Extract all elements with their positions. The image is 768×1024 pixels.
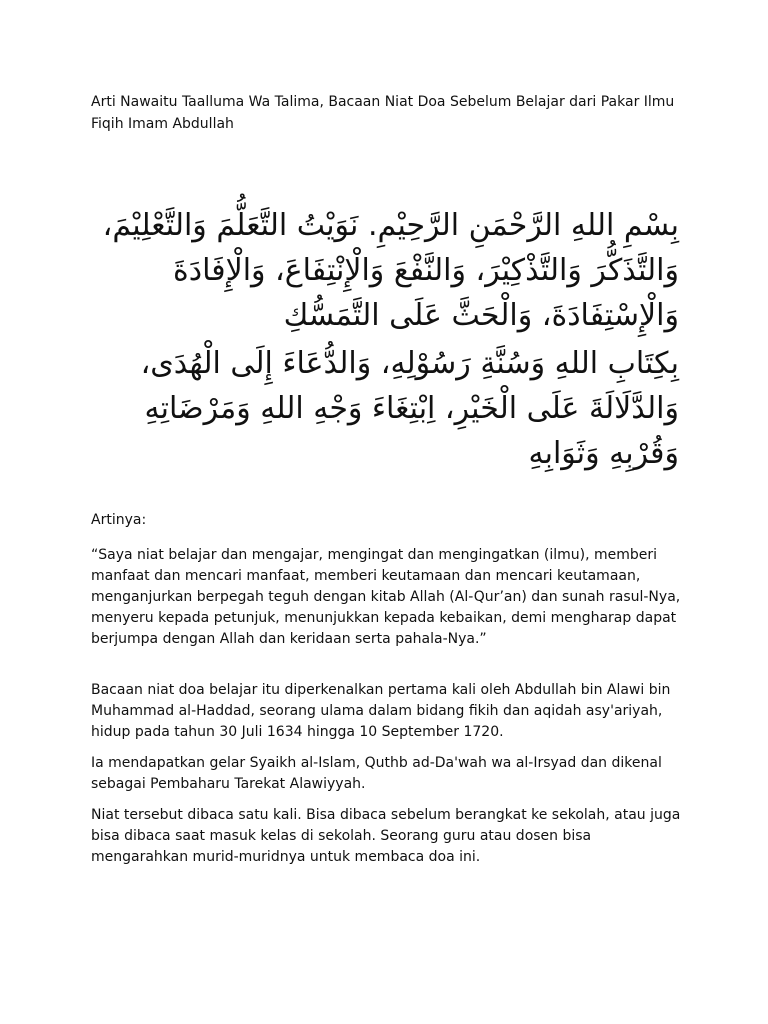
paragraph-history: Bacaan niat doa belajar itu diperkenalkan pertama kali oleh Abdullah bin Alawi bin Muhammad al-Haddad, seorang ulama dalam bidang fikih dan aqidah asy'ariyah, hidup pada tahun 30 Juli 1634 hingga 10 September 1720. xyxy=(91,682,671,740)
paragraph-usage: Niat tersebut dibaca satu kali. Bisa dibaca sebelum berangkat ke sekolah, atau juga bisa dibaca saat masuk kelas di sekolah. Seorang guru atau dosen bisa mengarahkan murid-muridnya untuk membaca doa ini. xyxy=(91,807,681,865)
paragraph-title: Ia mendapatkan gelar Syaikh al-Islam, Quthb ad-Da'wah wa al-Irsyad dan dikenal sebagai Pembaharu Tarekat Alawiyyah. xyxy=(91,755,662,792)
document-title: Arti Nawaitu Taalluma Wa Talima, Bacaan Niat Doa Sebelum Belajar dari Pakar Ilmu Fiqih Imam Abdullah xyxy=(91,94,675,132)
translation-label: Artinya: xyxy=(91,512,147,528)
document-page xyxy=(91,90,681,868)
arabic-prayer-text xyxy=(91,203,679,476)
translation-text: “Saya niat belajar dan mengajar, mengingat dan mengingatkan (ilmu), memberi manfaat dan mencari manfaat, memberi keutamaan dan mencari keutamaan, menganjurkan berpegah teguh dengan kitab Allah (Al-Qur’an) dan sunah rasul-Nya, menyeru kepada petunjuk, menunjukkan kepada kebaikan, demi mengharap dapat berjumpa dengan Allah dan keridaan serta pahala-Nya.” xyxy=(91,547,681,647)
arabic-paragraph-1: بِسْمِ اللهِ الرَّحْمَنِ الرَّحِيْمِ. نَوَيْتُ التَّعَلُّمَ وَالتَّعْلِيْمَ، وَالتَّذَكُّرَ وَالتَّذْكِيْرَ، وَالنَّفْعَ وَالْإِنْتِفَاعَ، وَالْإِفَادَةَ وَالْإِسْتِفَادَةَ، وَالْحَثَّ عَلَى التَّمَسُّكِ xyxy=(102,208,679,333)
arabic-paragraph-2: بِكِتَابِ اللهِ وَسُنَّةِ رَسُوْلِهِ، وَالدُّعَاءَ إِلَى الْهُدَى، وَالدَّلَالَةَ عَلَى الْخَيْرِ، اِبْتِغَاءَ وَجْهِ اللهِ وَمَرْضَاتِهِ وَقُرْبِهِ وَثَوَابِهِ xyxy=(140,346,679,471)
